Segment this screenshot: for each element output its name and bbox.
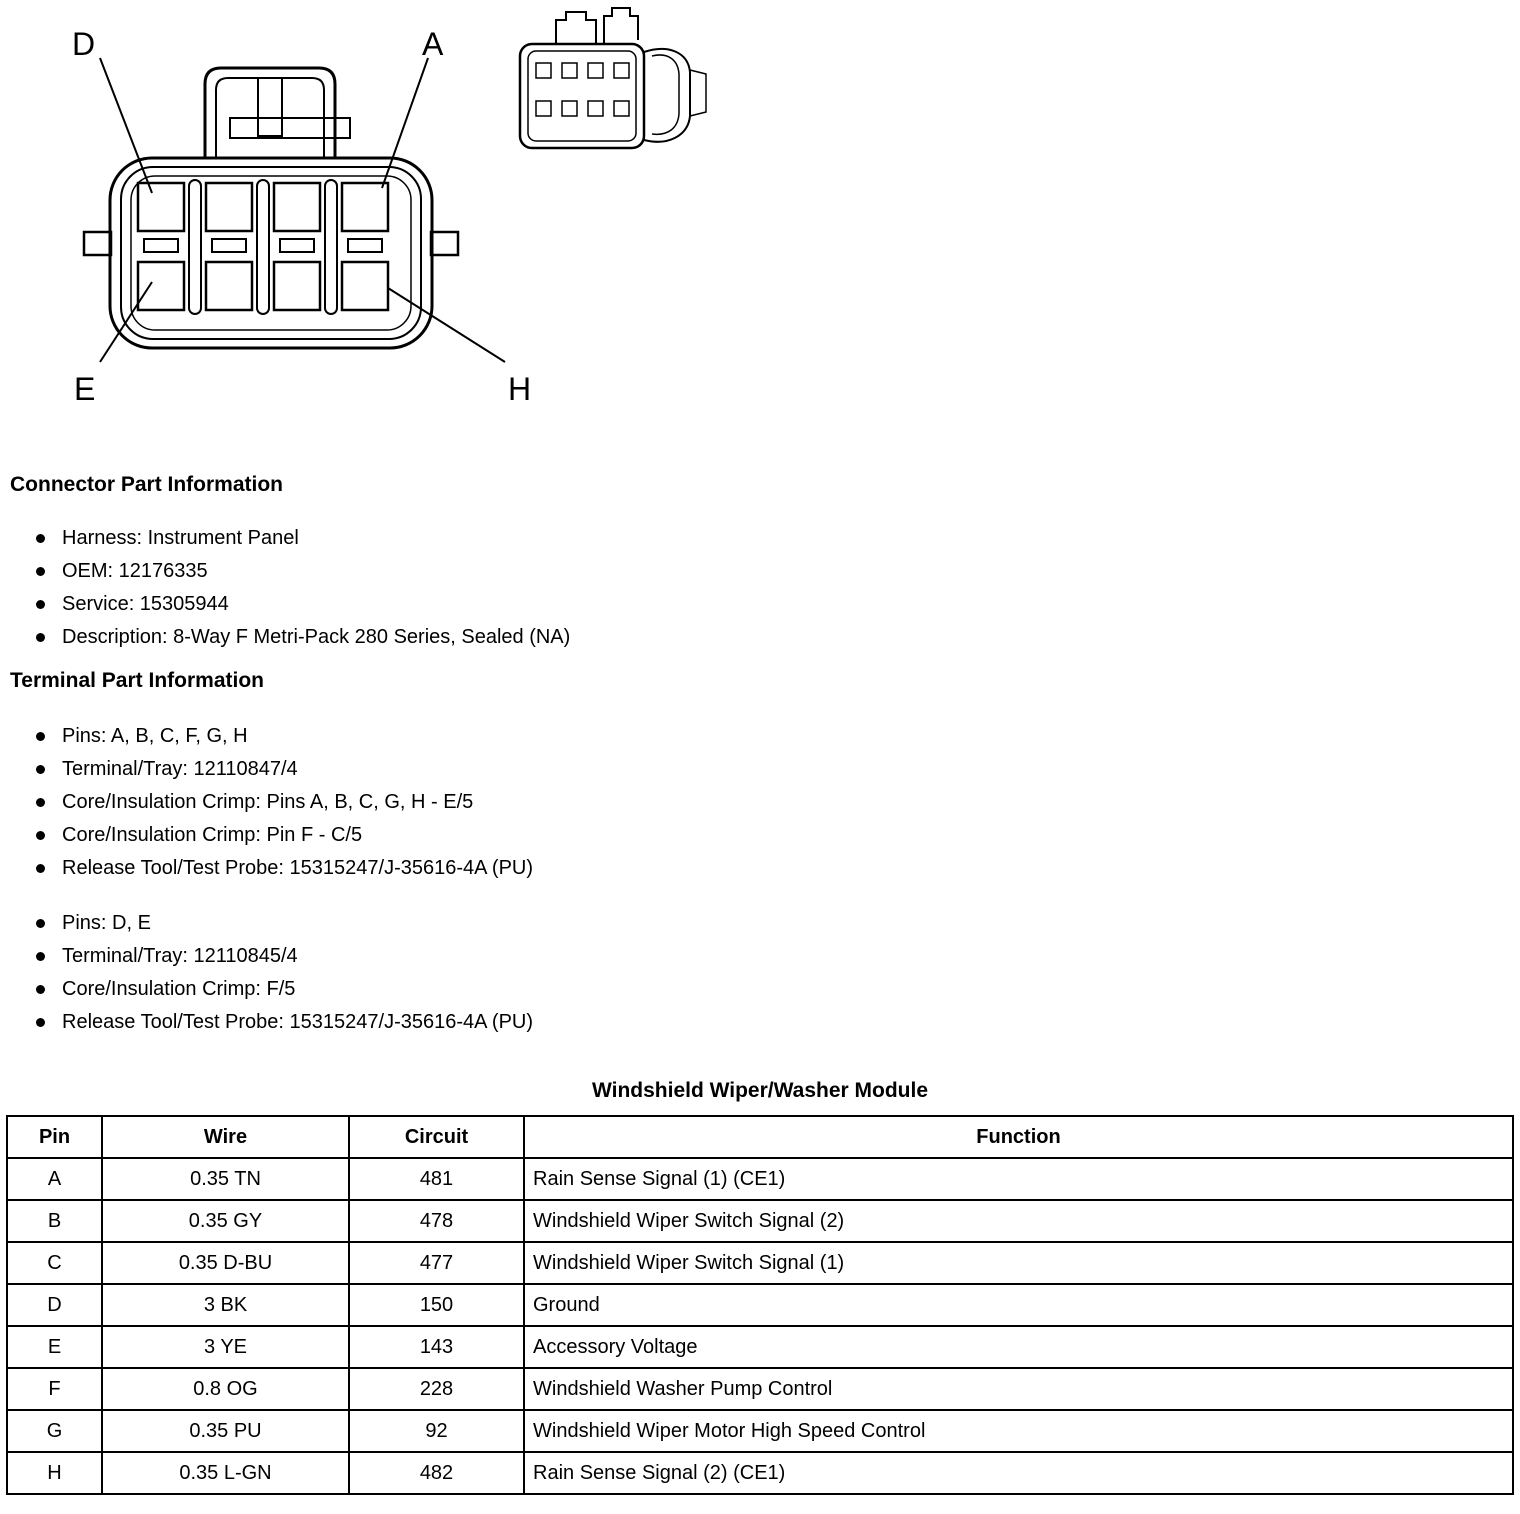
list-item: [0, 720, 1520, 753]
table-cell: 3 BK: [102, 1284, 349, 1326]
list-item-text: Core/Insulation Crimp: Pins A, B, C, G, H - E/5: [62, 791, 474, 813]
connector-info-list: [0, 522, 1520, 654]
table-cell: H: [7, 1452, 102, 1494]
bullet-icon: [36, 600, 45, 609]
table-cell: G: [7, 1410, 102, 1452]
terminal-info-list-1: [0, 720, 1520, 885]
table-cell: 482: [349, 1452, 524, 1494]
table-row: [7, 1242, 1513, 1284]
bullet-icon: [36, 831, 45, 840]
leader-line-h: [388, 288, 505, 362]
table-header-row: [7, 1116, 1513, 1158]
list-item: [0, 852, 1520, 885]
pin-label-a: A: [422, 26, 444, 62]
table-cell: B: [7, 1200, 102, 1242]
column-header-circuit: Circuit: [349, 1116, 524, 1158]
list-item-text: Service: 15305944: [62, 593, 229, 615]
list-item-text: Release Tool/Test Probe: 15315247/J-35616-4A (PU): [62, 857, 534, 879]
connector-diagram-area: [0, 0, 1520, 432]
list-item: [0, 819, 1520, 852]
table-row: [7, 1326, 1513, 1368]
table-cell: Ground: [524, 1284, 1513, 1326]
bullet-icon: [36, 798, 45, 807]
table-cell: 0.35 GY: [102, 1200, 349, 1242]
leader-line-a: [382, 58, 428, 188]
table-cell: 477: [349, 1242, 524, 1284]
table-cell: D: [7, 1284, 102, 1326]
connector-front-view: [84, 58, 505, 362]
table-cell: E: [7, 1326, 102, 1368]
bullet-icon: [36, 534, 45, 543]
list-item: [0, 973, 1520, 1006]
table-cell: Windshield Washer Pump Control: [524, 1368, 1513, 1410]
bullet-icon: [36, 732, 45, 741]
table-row: [7, 1452, 1513, 1494]
bullet-icon: [36, 985, 45, 994]
table-cell: A: [7, 1158, 102, 1200]
table-cell: 228: [349, 1368, 524, 1410]
list-item-text: OEM: 12176335: [62, 560, 208, 582]
connector-info-heading: Connector Part Information: [10, 473, 284, 496]
list-item: [0, 555, 1520, 588]
column-header-pin: Pin: [7, 1116, 102, 1158]
list-item-text: Pins: D, E: [62, 912, 151, 934]
pin-label-h: H: [508, 371, 532, 407]
table-cell: 143: [349, 1326, 524, 1368]
terminal-info-list-2: [0, 907, 1520, 1039]
table-cell: 481: [349, 1158, 524, 1200]
table-title: Windshield Wiper/Washer Module: [591, 1079, 929, 1102]
bullet-icon: [36, 952, 45, 961]
pin-label-e: E: [74, 371, 96, 407]
table-row: [7, 1410, 1513, 1452]
bullet-icon: [36, 919, 45, 928]
list-item: [0, 907, 1520, 940]
list-item-text: Release Tool/Test Probe: 15315247/J-35616-4A (PU): [62, 1011, 534, 1033]
table-row: [7, 1158, 1513, 1200]
table-cell: F: [7, 1368, 102, 1410]
pinout-table: [6, 1115, 1514, 1495]
list-item-text: Pins: A, B, C, F, G, H: [62, 725, 248, 747]
pin-label-d: D: [72, 26, 96, 62]
list-item-text: Core/Insulation Crimp: Pin F - C/5: [62, 824, 363, 846]
column-header-wire: Wire: [102, 1116, 349, 1158]
leader-line-d: [100, 58, 152, 193]
list-item: [0, 588, 1520, 621]
table-cell: Rain Sense Signal (1) (CE1): [524, 1158, 1513, 1200]
table-cell: 150: [349, 1284, 524, 1326]
table-cell: 0.35 L-GN: [102, 1452, 349, 1494]
table-cell: Windshield Wiper Switch Signal (2): [524, 1200, 1513, 1242]
list-item: [0, 621, 1520, 654]
table-row: [7, 1368, 1513, 1410]
table-cell: Windshield Wiper Motor High Speed Control: [524, 1410, 1513, 1452]
list-item-text: Terminal/Tray: 12110845/4: [62, 945, 298, 967]
bullet-icon: [36, 567, 45, 576]
list-item-text: Description: 8-Way F Metri-Pack 280 Series, Sealed (NA): [62, 626, 571, 648]
connector-iso-view: [520, 8, 706, 148]
list-item: [0, 522, 1520, 555]
bullet-icon: [36, 1018, 45, 1027]
list-item-text: Terminal/Tray: 12110847/4: [62, 758, 298, 780]
leader-line-e: [100, 282, 152, 362]
table-row: [7, 1200, 1513, 1242]
list-item: [0, 940, 1520, 973]
terminal-info-heading: Terminal Part Information: [10, 669, 264, 692]
list-item: [0, 1006, 1520, 1039]
table-cell: 92: [349, 1410, 524, 1452]
table-cell: 478: [349, 1200, 524, 1242]
list-item: [0, 753, 1520, 786]
bullet-icon: [36, 864, 45, 873]
table-cell: Accessory Voltage: [524, 1326, 1513, 1368]
bullet-icon: [36, 765, 45, 774]
table-cell: C: [7, 1242, 102, 1284]
table-cell: 3 YE: [102, 1326, 349, 1368]
table-cell: Windshield Wiper Switch Signal (1): [524, 1242, 1513, 1284]
list-item-text: Harness: Instrument Panel: [62, 527, 299, 549]
list-item-text: Core/Insulation Crimp: F/5: [62, 978, 296, 1000]
table-row: [7, 1284, 1513, 1326]
table-cell: 0.35 PU: [102, 1410, 349, 1452]
table-cell: 0.35 TN: [102, 1158, 349, 1200]
table-cell: Rain Sense Signal (2) (CE1): [524, 1452, 1513, 1494]
table-cell: 0.35 D-BU: [102, 1242, 349, 1284]
connector-diagram: [0, 0, 760, 430]
list-item: [0, 786, 1520, 819]
column-header-function: Function: [524, 1116, 1513, 1158]
table-cell: 0.8 OG: [102, 1368, 349, 1410]
bullet-icon: [36, 633, 45, 642]
